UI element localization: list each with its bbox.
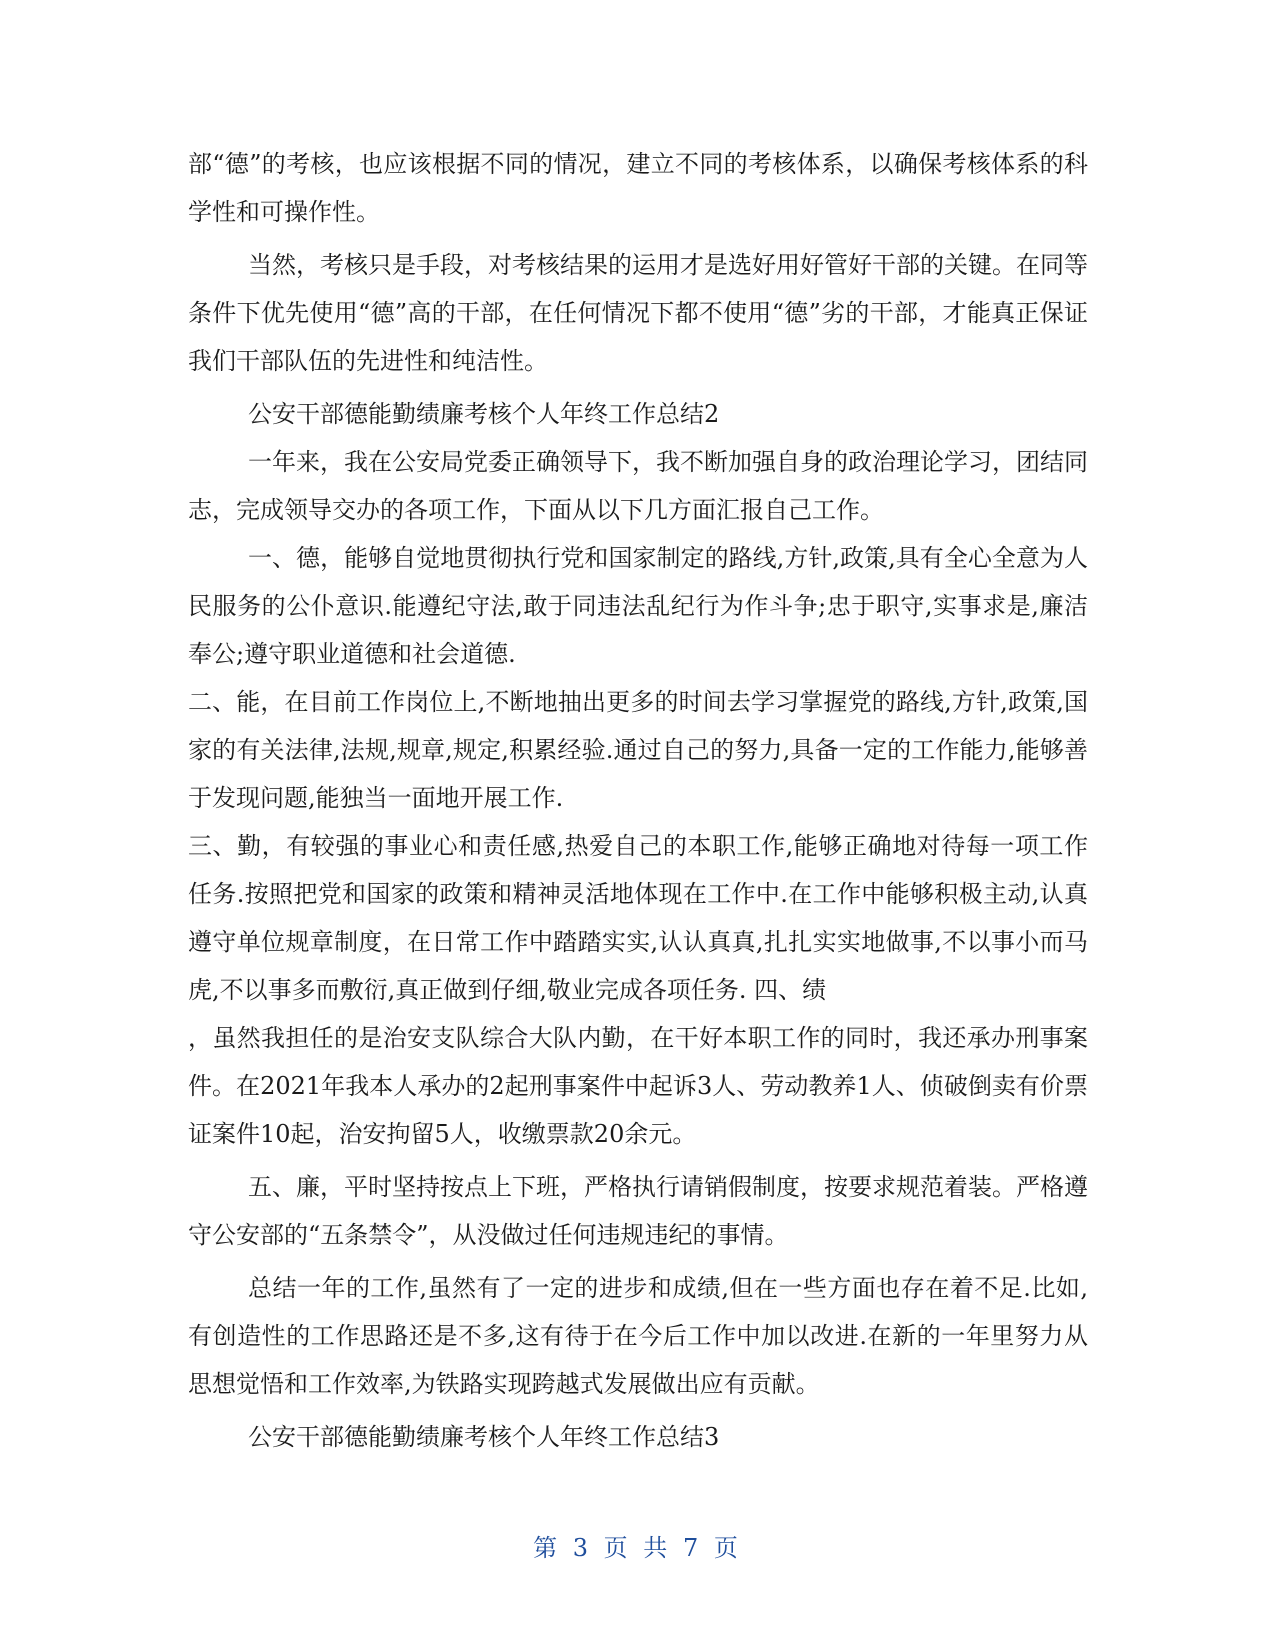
document-body	[188, 140, 1088, 1461]
paragraph-2: 当然，考核只是手段，对考核结果的运用才是选好用好管好干部的关键。在同等条件下优先使用“德”高的干部，在任何情况下都不使用“德”劣的干部，才能真正保证我们干部队伍的先进性和纯洁性。	[188, 251, 1088, 375]
footer-page-number: 3	[572, 1534, 593, 1562]
paragraph-summary: 总结一年的工作,虽然有了一定的进步和成绩,但在一些方面也存在着不足.比如,有创造性的工作思路还是不多,这有待于在今后工作中加以改进.在新的一年里努力从思想觉悟和工作效率,为铁路实现跨越式发展做出应有贡献。	[188, 1274, 1088, 1398]
paragraph-3: 一年来，我在公安局党委正确领导下，我不断加强自身的政治理论学习，团结同志，完成领导交办的各项工作，下面从以下几方面汇报自己工作。	[188, 448, 1088, 524]
footer-total-pages: 7	[682, 1534, 703, 1562]
footer-prefix: 第	[533, 1534, 562, 1562]
paragraph-ji: ，虽然我担任的是治安支队综合大队内勤，在干好本职工作的同时，我还承办刑事案件。在2021年我本人承办的2起刑事案件中起诉3人、劳动教养1人、侦破倒卖有价票证案件10起，治安拘留5人，收缴票款20余元。	[188, 1024, 1088, 1148]
page-footer	[0, 1528, 1275, 1563]
section-heading-3: 公安干部德能勤绩廉考核个人年终工作总结3	[248, 1423, 720, 1451]
paragraph-neng: 二、能，在目前工作岗位上,不断地抽出更多的时间去学习掌握党的路线,方针,政策,国家的有关法律,法规,规章,规定,积累经验.通过自己的努力,具备一定的工作能力,能够善于发现问题,能独当一面地开展工作.	[188, 688, 1088, 812]
paragraph-qin: 三、勤，有较强的事业心和责任感,热爱自己的本职工作,能够正确地对待每一项工作任务.按照把党和国家的政策和精神灵活地体现在工作中.在工作中能够积极主动,认真遵守单位规章制度，在日常工作中踏踏实实,认认真真,扎扎实实地做事,不以事小而马虎,不以事多而敷衍,真正做到仔细,敬业完成各项任务. 四、绩	[188, 832, 1088, 1004]
paragraph-lian: 五、廉，平时坚持按点上下班，严格执行请销假制度，按要求规范着装。严格遵守公安部的“五条禁令”，从没做过任何违规违纪的事情。	[188, 1173, 1088, 1249]
footer-middle: 页 共	[603, 1534, 672, 1562]
footer-suffix: 页	[713, 1534, 742, 1562]
paragraph-1: 部“德”的考核，也应该根据不同的情况，建立不同的考核体系，以确保考核体系的科学性和可操作性。	[188, 150, 1088, 226]
section-heading-2: 公安干部德能勤绩廉考核个人年终工作总结2	[248, 400, 720, 428]
paragraph-de: 一、德，能够自觉地贯彻执行党和国家制定的路线,方针,政策,具有全心全意为人民服务的公仆意识.能遵纪守法,敢于同违法乱纪行为作斗争;忠于职守,实事求是,廉洁奉公;遵守职业道德和社会道德.	[188, 544, 1088, 668]
